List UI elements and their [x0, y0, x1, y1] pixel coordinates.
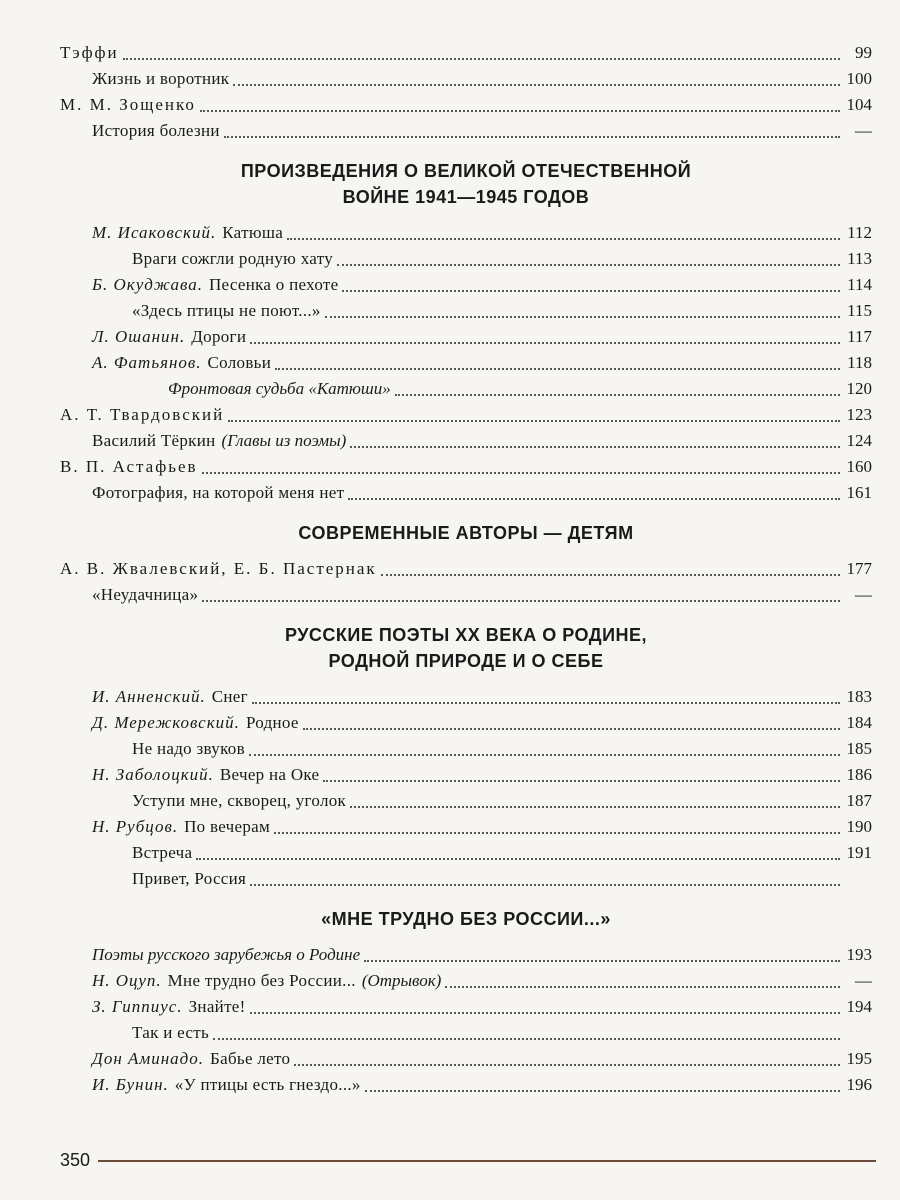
- page-number-ref: 183: [846, 687, 872, 706]
- author-name: Л. Ошанин.: [92, 327, 186, 346]
- author-name: Тэффи: [60, 43, 119, 62]
- dot-leader: [337, 264, 840, 266]
- work-title: Знайте!: [188, 997, 246, 1016]
- toc-entry: [60, 454, 872, 480]
- work-title: Так и есть: [132, 1023, 210, 1042]
- dot-leader: [250, 884, 840, 886]
- entry-text: [132, 736, 245, 762]
- entry-text: [92, 350, 271, 376]
- work-title: «Неудачница»: [92, 585, 199, 604]
- work-title: Дороги: [191, 327, 247, 346]
- toc-group-poets: [60, 684, 872, 892]
- dot-leader: [395, 394, 840, 396]
- toc-group-modern: [60, 556, 872, 608]
- toc-entry: [60, 220, 872, 246]
- toc-entry: [60, 272, 872, 298]
- work-title: Встреча: [132, 843, 193, 862]
- author-name: Н. Заболоцкий.: [92, 765, 214, 784]
- toc-entry: [60, 684, 872, 710]
- entry-text: [92, 66, 229, 92]
- entry-text: [132, 788, 346, 814]
- dot-leader: [250, 1012, 840, 1014]
- section-heading-modern: [60, 520, 872, 546]
- toc-entry: [60, 942, 872, 968]
- work-title: По вечерам: [184, 817, 271, 836]
- page-number-ref: 187: [846, 791, 872, 810]
- entry-text: [92, 942, 360, 968]
- page-number-ref: 104: [846, 95, 872, 114]
- entry-text: [132, 866, 246, 892]
- entry-text: [60, 402, 224, 428]
- toc-entry: [60, 66, 872, 92]
- page-number-ref: 118: [847, 353, 872, 372]
- dot-leader: [364, 960, 840, 962]
- entry-text: [60, 454, 198, 480]
- work-title: Катюша: [222, 223, 284, 242]
- entry-text: [168, 376, 391, 402]
- work-title: Василий Тёркин: [92, 431, 216, 450]
- author-name: М. М. Зощенко: [60, 95, 196, 114]
- dot-leader: [202, 600, 840, 602]
- entry-text: [92, 762, 319, 788]
- toc-entry: [60, 1020, 872, 1046]
- toc-entry: [60, 556, 872, 582]
- work-title: Соловьи: [207, 353, 272, 372]
- entry-text: [92, 428, 346, 454]
- dot-leader: [274, 832, 840, 834]
- toc-entry: [60, 246, 872, 272]
- footer-rule: [98, 1160, 876, 1162]
- entry-text: [92, 710, 299, 736]
- toc-group-authors-top: [60, 40, 872, 144]
- page-number-ref: 195: [846, 1049, 872, 1068]
- page-number-ref: 123: [846, 405, 872, 424]
- dot-leader: [445, 986, 840, 988]
- entry-text: [132, 246, 333, 272]
- page-number-ref: 185: [846, 739, 872, 758]
- author-name: А. В. Жвалевский, Е. Б. Пастернак: [60, 559, 377, 578]
- work-title: Уступи мне, скворец, уголок: [132, 791, 347, 810]
- author-name: Д. Мережковский.: [92, 713, 240, 732]
- toc-entry: [60, 994, 872, 1020]
- dot-leader: [342, 290, 840, 292]
- work-title: Не надо звуков: [132, 739, 245, 758]
- work-title: Фронтовая судьба «Катюши»: [168, 379, 391, 398]
- work-note: (Отрывок): [361, 971, 442, 990]
- work-title: «У птицы есть гнездо...»: [174, 1075, 361, 1094]
- page-number-ref: 193: [846, 945, 872, 964]
- work-title: Жизнь и воротник: [92, 69, 230, 88]
- toc-entry: [60, 866, 872, 892]
- page-number-ref: —: [855, 121, 872, 140]
- work-title: Поэты русского зарубежья о Родине: [92, 945, 361, 964]
- entry-text: [60, 40, 119, 66]
- section-heading-poets: [60, 622, 872, 674]
- toc-entry: [60, 118, 872, 144]
- dot-leader: [200, 110, 840, 112]
- toc-entry: [60, 324, 872, 350]
- toc-entry: [60, 376, 872, 402]
- section-heading-line: ВОЙНЕ 1941—1945 ГОДОВ: [342, 187, 590, 207]
- author-name: А. Фатьянов.: [92, 353, 202, 372]
- dot-leader: [233, 84, 840, 86]
- dot-leader: [196, 858, 840, 860]
- author-name: Н. Оцуп.: [92, 971, 162, 990]
- toc-entry: [60, 814, 872, 840]
- author-name: В. П. Астафьев: [60, 457, 198, 476]
- author-name: З. Гиппиус.: [92, 997, 183, 1016]
- section-heading-line: ПРОИЗВЕДЕНИЯ О ВЕЛИКОЙ ОТЕЧЕСТВЕННОЙ: [240, 161, 692, 181]
- dot-leader: [303, 728, 840, 730]
- page-footer: [60, 1150, 876, 1171]
- section-heading-line: РОДНОЙ ПРИРОДЕ И О СЕБЕ: [328, 651, 604, 671]
- work-note: (Главы из поэмы): [221, 431, 347, 450]
- entry-text: [92, 324, 246, 350]
- toc-entry: [60, 40, 872, 66]
- work-title: Привет, Россия: [132, 869, 247, 888]
- toc-entry: [60, 1046, 872, 1072]
- entry-text: [132, 1020, 209, 1046]
- toc-entry: [60, 92, 872, 118]
- entry-text: [92, 1046, 290, 1072]
- entry-text: [60, 556, 377, 582]
- page-number-ref: 160: [846, 457, 872, 476]
- page-number-ref: 99: [855, 43, 872, 62]
- author-name: И. Бунин.: [92, 1075, 169, 1094]
- page-number-ref: 100: [846, 69, 872, 88]
- entry-text: [92, 220, 283, 246]
- entry-text: [132, 298, 321, 324]
- page-number-ref: —: [855, 971, 872, 990]
- entry-text: [92, 1072, 361, 1098]
- page-number-ref: 115: [847, 301, 872, 320]
- page-number-ref: 113: [847, 249, 872, 268]
- table-of-contents: [60, 40, 872, 1098]
- page-number-ref: 186: [846, 765, 872, 784]
- work-title: «Здесь птицы не поют...»: [132, 301, 321, 320]
- dot-leader: [294, 1064, 840, 1066]
- page-number: 350: [60, 1150, 91, 1170]
- toc-entry: [60, 480, 872, 506]
- author-name: М. Исаковский.: [92, 223, 217, 242]
- page-number-ref: 184: [846, 713, 872, 732]
- toc-entry: [60, 762, 872, 788]
- page-number-ref: 161: [846, 483, 872, 502]
- toc-entry: [60, 968, 872, 994]
- author-name: А. Т. Твардовский: [60, 405, 225, 424]
- dot-leader: [365, 1090, 840, 1092]
- dot-leader: [350, 806, 840, 808]
- dot-leader: [325, 316, 840, 318]
- author-name: Дон Аминадо.: [92, 1049, 205, 1068]
- work-title: Снег: [211, 687, 248, 706]
- entry-text: [92, 814, 270, 840]
- toc-entry: [60, 298, 872, 324]
- entry-text: [92, 480, 344, 506]
- dot-leader: [224, 136, 840, 138]
- author-name: И. Анненский.: [92, 687, 206, 706]
- dot-leader: [252, 702, 840, 704]
- toc-entry: [60, 710, 872, 736]
- dot-leader: [213, 1038, 840, 1040]
- page-number-ref: —: [855, 585, 872, 604]
- dot-leader: [350, 446, 840, 448]
- work-title: Вечер на Оке: [219, 765, 320, 784]
- entry-text: [92, 582, 198, 608]
- page-number-ref: 177: [846, 559, 872, 578]
- author-name: Н. Рубцов.: [92, 817, 179, 836]
- author-name: Б. Окуджава.: [92, 275, 203, 294]
- section-heading-ww2: [60, 158, 872, 210]
- page-number-ref: 196: [846, 1075, 872, 1094]
- work-title: Песенка о пехоте: [208, 275, 339, 294]
- toc-entry: [60, 788, 872, 814]
- section-heading-line: СОВРЕМЕННЫЕ АВТОРЫ — ДЕТЯМ: [298, 523, 634, 543]
- work-title: Бабье лето: [210, 1049, 291, 1068]
- toc-entry: [60, 428, 872, 454]
- entry-text: [60, 92, 196, 118]
- page-number-ref: 120: [846, 379, 872, 398]
- entry-text: [92, 994, 246, 1020]
- dot-leader: [287, 238, 840, 240]
- work-title: Родное: [245, 713, 299, 732]
- entry-text: [92, 968, 441, 994]
- dot-leader: [249, 754, 840, 756]
- page-number-ref: 124: [846, 431, 872, 450]
- dot-leader: [123, 58, 840, 60]
- section-heading-line: РУССКИЕ ПОЭТЫ XX ВЕКА О РОДИНЕ,: [284, 625, 648, 645]
- page-number-ref: 117: [847, 327, 872, 346]
- entry-text: [92, 118, 220, 144]
- toc-entry: [60, 350, 872, 376]
- dot-leader: [348, 498, 840, 500]
- work-title: История болезни: [92, 121, 220, 140]
- entry-text: [132, 840, 192, 866]
- work-title: Фотография, на которой меня нет: [92, 483, 345, 502]
- page-number-ref: 191: [846, 843, 872, 862]
- work-title: Враги сожгли родную хату: [132, 249, 334, 268]
- page-number-ref: 112: [847, 223, 872, 242]
- toc-entry: [60, 1072, 872, 1098]
- work-title: Мне трудно без России...: [167, 971, 356, 990]
- dot-leader: [250, 342, 840, 344]
- toc-group-ww2: [60, 220, 872, 506]
- dot-leader: [275, 368, 840, 370]
- toc-entry: [60, 582, 872, 608]
- section-heading-line: «МНЕ ТРУДНО БЕЗ РОССИИ...»: [321, 909, 611, 929]
- dot-leader: [381, 574, 840, 576]
- toc-entry: [60, 402, 872, 428]
- section-heading-russia: [60, 906, 872, 932]
- entry-text: [92, 272, 338, 298]
- page-number-ref: 114: [847, 275, 872, 294]
- dot-leader: [228, 420, 840, 422]
- toc-entry: [60, 736, 872, 762]
- dot-leader: [323, 780, 840, 782]
- toc-entry: [60, 840, 872, 866]
- dot-leader: [202, 472, 840, 474]
- entry-text: [92, 684, 248, 710]
- page-number-ref: 190: [846, 817, 872, 836]
- toc-group-emigre: [60, 942, 872, 1098]
- page-number-ref: 194: [846, 997, 872, 1016]
